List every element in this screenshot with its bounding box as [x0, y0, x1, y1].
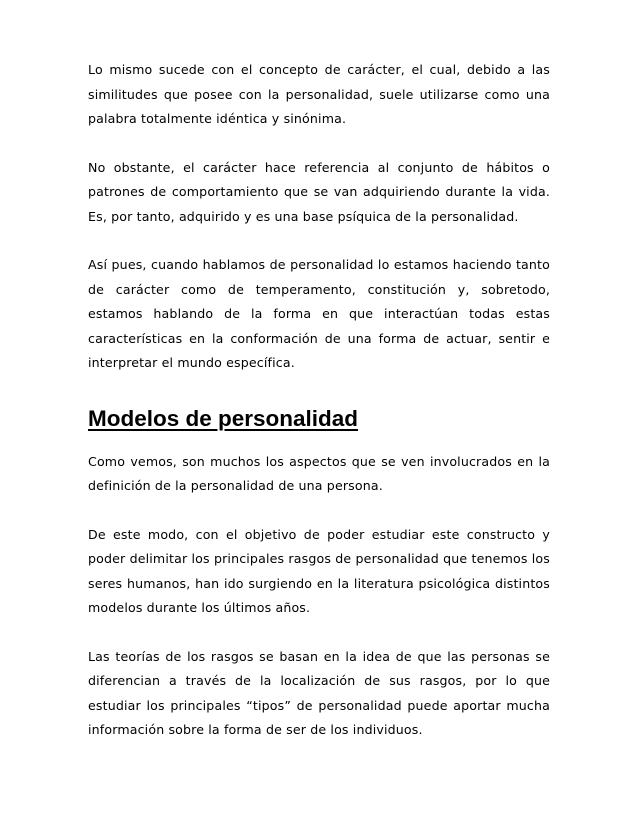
- section-heading-modelos: Modelos de personalidad: [88, 405, 359, 431]
- document-page: [88, 58, 550, 743]
- paragraph-caracter-sinonimo: Lo mismo sucede con el concepto de carácter, el cual, debido a las similitudes que posee con la personalidad, suele utilizarse como una palabra totalmente idéntica y sinónima.: [88, 62, 550, 126]
- paragraph-aspectos-involucrados: Como vemos, son muchos los aspectos que se ven involucrados en la definición de la personalidad de una persona.: [88, 453, 550, 493]
- paragraph-modelos-literatura: De este modo, con el objetivo de poder estudiar este constructo y poder delimitar los principales rasgos de personalidad que tenemos los seres humanos, han ido surgiendo en la literatura psicológica distintos modelos durante los últimos años.: [88, 526, 550, 615]
- paragraph-personalidad-temperamento: Así pues, cuando hablamos de personalidad lo estamos haciendo tanto de carácter como de temperamento, constitución y, sobretodo, estamos hablando de la forma en que interactúan todas estas características en la conformación de una forma de actuar, sentir e interpretar el mundo específica.: [88, 257, 550, 370]
- paragraph-caracter-habitos: No obstante, el carácter hace referencia al conjunto de hábitos o patrones de comportamiento que se van adquiriendo durante la vida. Es, por tanto, adquirido y es una base psíquica de la personalidad.: [88, 159, 550, 224]
- paragraph-teorias-rasgos: Las teorías de los rasgos se basan en la idea de que las personas se diferencian a través de la localización de sus rasgos, por lo que estudiar los principales “tipos” de personalidad puede aportar mucha información sobre la forma de ser de los individuos.: [88, 648, 550, 737]
